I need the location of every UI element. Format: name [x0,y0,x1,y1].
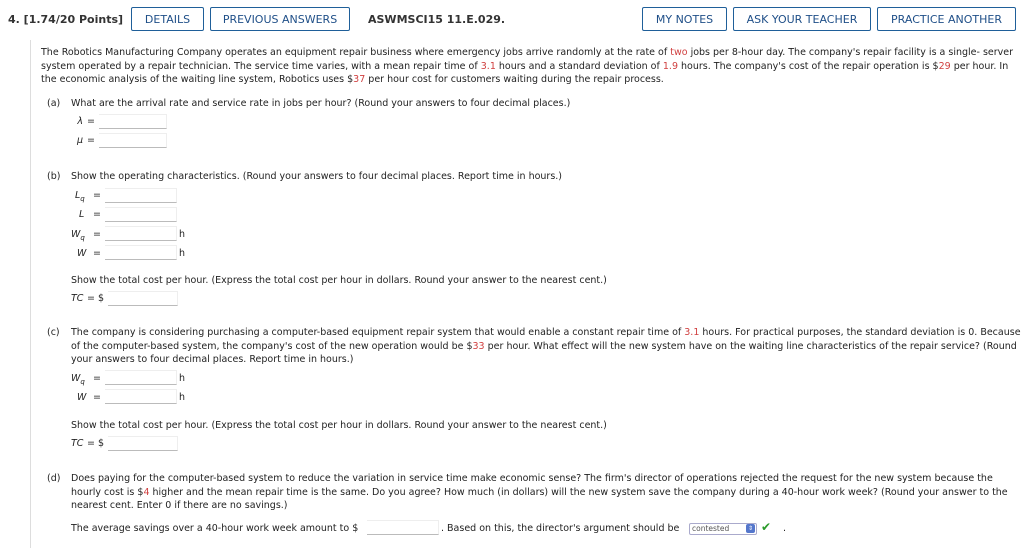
my-notes-button[interactable]: MY NOTES [642,7,727,31]
savings-input[interactable] [367,520,439,535]
hours-unit: h [179,229,186,240]
details-button[interactable]: DETAILS [131,7,204,31]
repair-cost-value: 29 [938,60,951,72]
part-a-question: What are the arrival rate and service rate in jobs per hour? (Round your answers to four decimal places.) [71,98,571,109]
part-d-tag: (d) [47,473,61,484]
wait-cost-value: 37 [353,74,366,85]
part-d-question [71,472,1021,513]
equals-sign: = [87,116,95,127]
equals-sign: = [93,373,101,384]
part-d-text: hourly cost is $ [71,486,144,498]
std-dev-value: 1.9 [662,60,678,72]
equals-sign: = [93,392,101,403]
new-cost-value: 33 [472,340,485,352]
part-c-text: hours. For practical purposes, the standard deviation is 0. [702,327,978,338]
equals-sign: = [93,209,101,220]
tc-input-c[interactable] [108,436,178,451]
tc-label: TC [71,293,84,304]
mu-input[interactable] [99,133,167,148]
w-input[interactable] [105,245,177,260]
wq-input-c[interactable] [105,370,177,385]
problem-code: ASWMSCI15 11.E.029. [368,13,506,26]
question-header [0,0,1024,40]
hours-unit: h [179,392,186,403]
part-c-text: per hour. What effect will the new system have on the waiting line characteristics of the repair [487,340,938,352]
equals-sign: = [93,190,101,201]
equals-sign: = [87,135,95,146]
intro-text: The Robotics Manufacturing Company operates an equipment repair business where emergency jobs arrive randomly at the rate of [41,47,668,58]
intro-text: per hour. In the economic analysis of the waiting line system, Robotics uses $ [41,60,1009,85]
intro-text: hours and a standard deviation of [498,60,660,72]
trailing-period: . [783,523,787,534]
savings-prefix: The average savings over a 40-hour work week amount to $ [71,523,359,534]
w-label: W [77,392,87,403]
part-b-tag: (b) [47,171,61,182]
intro-text: jobs per 8-hour day. The company's repair facility is a single- [690,47,980,58]
lambda-input[interactable] [99,114,167,129]
lambda-label: λ [77,116,83,127]
question-points: 4. [1.74/20 Points] [8,13,124,26]
constant-time-value: 3.1 [684,327,700,338]
equals-sign: = [93,229,101,240]
part-c-text: The company is considering purchasing a computer-based equipment repair system that would enable a constant repair time of [71,327,682,338]
hours-unit: h [179,373,186,384]
part-c-tc-question: Show the total cost per hour. (Express the total cost per hour in dollars. Round your answer to the nearest cent.) [71,420,607,431]
dollar-prefix: = $ [87,293,105,304]
part-c-text: Because of the computer-based system, the company's cost of the new operation would be $ [71,327,1021,352]
problem-content [30,40,1024,548]
wq-label: $W_q$ [71,229,85,242]
part-c-text: service? (Round your answers to four decimal places. Report time in hours.) [71,340,1017,365]
lq-label: $L_q$ [75,190,85,203]
select-arrow-icon[interactable]: ⇕ [747,525,754,532]
hours-unit: h [179,248,186,259]
part-d-text: the nearest cent. Enter 0 if there are no savings.) [71,486,1008,511]
problem-intro [41,46,1016,87]
part-b-question: Show the operating characteristics. (Round your answers to four decimal places. Report time in hours.) [71,171,563,182]
part-c-question [71,326,1021,367]
equals-sign: = [93,248,101,259]
part-b-tc-question: Show the total cost per hour. (Express the total cost per hour in dollars. Round your answer to the nearest cent.) [71,275,607,286]
tc-label: TC [71,438,84,449]
part-c-tag: (c) [47,327,60,338]
arrival-value: two [670,47,688,58]
intro-text: hours. The company's cost of the repair operation is $ [681,60,939,72]
correct-check-icon: ✔ [761,520,772,534]
dollar-prefix: = $ [87,438,105,449]
w-label: W [77,248,87,259]
part-d-text: higher and the mean repair time is the same. Do you agree? How much (in dollars) will the new system save the company during a 40-hour work week? (Round your answer to [152,486,990,498]
w-input-c[interactable] [105,389,177,404]
mean-time-value: 3.1 [480,60,496,72]
l-label: L [79,209,85,220]
previous-answers-button[interactable]: PREVIOUS ANSWERS [210,7,350,31]
mu-label: μ [76,135,83,146]
l-input[interactable] [105,207,177,222]
argument-select-value: contested [692,524,730,533]
ask-teacher-button[interactable]: ASK YOUR TEACHER [733,7,871,31]
argument-text: . Based on this, the director's argument should be [441,523,680,534]
wq-label: $W_q$ [71,373,85,386]
part-a-tag: (a) [47,98,61,109]
intro-text: server system operated by a repair technician. The service time varies, with a mean repair time of [41,47,1014,72]
part-d-text: Does paying for the computer-based system to reduce the variation in service time make economic sense? The firm's director of operations rejected the request for the new system because the [71,473,993,484]
cost-difference-value: 4 [143,486,150,498]
intro-text: per hour cost for customers waiting during the repair process. [368,74,664,85]
tc-input-b[interactable] [108,291,178,306]
practice-another-button[interactable]: PRACTICE ANOTHER [877,7,1016,31]
lq-input[interactable] [105,188,177,203]
wq-input[interactable] [105,226,177,241]
